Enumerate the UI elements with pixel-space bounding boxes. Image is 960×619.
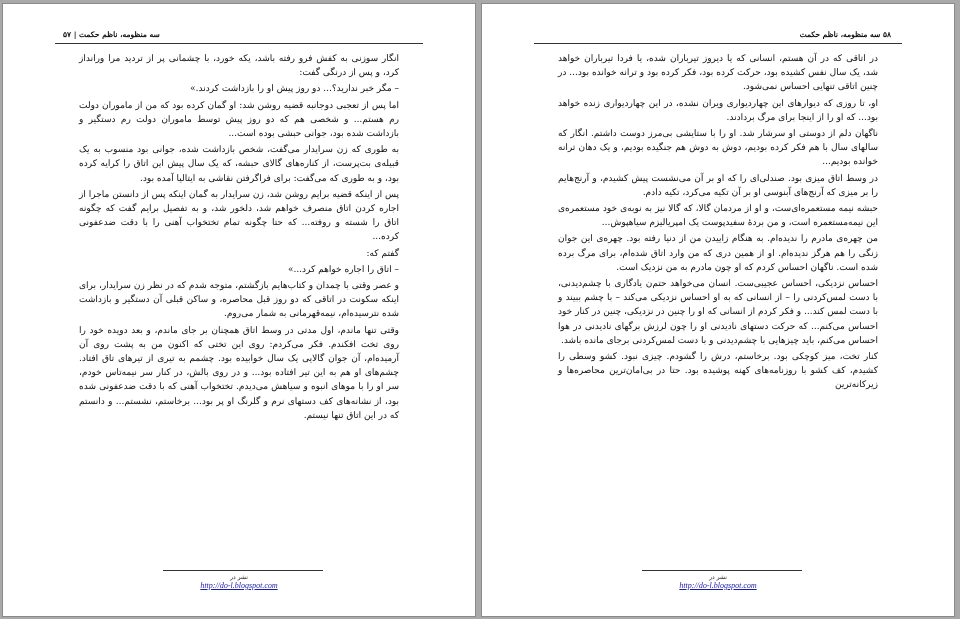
page-header xyxy=(63,30,160,39)
page-right xyxy=(481,3,955,617)
page-number: ۵۷ xyxy=(63,30,72,39)
page-number: ۵۸ xyxy=(882,30,891,39)
page-body xyxy=(79,52,399,425)
header-title: سه منظومه، ناظم حکمت xyxy=(79,30,160,39)
header-title: سه منظومه، ناظم حکمت xyxy=(799,30,881,39)
paragraph: کنار تخت، میز کوچکی بود. برخاستم، درش را گشودم. چیزی نبود. کشو وسطی را کشیدم، کف کشو با روزنامه‌های کهنه پوشیده بود. حتا در بی‌امان‌ترین محاصره‌ها و زیرکانه‌ترین xyxy=(558,352,878,391)
paragraph: احساس نزدیکی، احساس عجیبی‌ست. انسان می‌خواهد حتم‌ن یادگاری با چشم‌دیدنی، با دست لمس‌کردنی را – از انسانی که به او احساس نزدیکی می‌کند – با چشم ببیند و با دست لمس کند... و فکر کردم از انسانی که او را چنین در نزدیکی، چنین در کنار خود احساس می‌کنم... که حرکت دستهای نادیدنی او را چون لرزش برگهای نادیدنی در هوا احساس می‌کنم، باید چیزهایی با چشم‌دیدنی و با دست لمس‌کردنی برجای مانده باشد. xyxy=(558,279,878,346)
footer-link[interactable]: http://do-l.blogspot.com xyxy=(679,581,757,590)
paragraph: – مگر خبر ندارید؟... دو روز پیش او را بازداشت کردند.» xyxy=(190,84,399,95)
page-left xyxy=(2,3,476,617)
paragraph: حبشه نیمه مستعمره‌ای‌ست، و او از مردمان گالا، که گالا نیز به نوبه‌ی خود مستعمره‌ی این نیمه‌مستعمره است، و من بردهٔ سفیدپوست یک امپریالیزم سیاهپوش... xyxy=(558,204,878,229)
paragraph: به طوری که زن سرایدار می‌گفت، شخص بازداشت شده، جوانی بود منسوب به یک قبیله‌ی بت‌پرست، از کناره‌های گالای حبشه، که یک سال پیش این اتاق را کرایه کرده بود، و به طوری که می‌گفت: برای فراگرفتن نقاشی به ایتالیا آمده بود. xyxy=(79,145,399,184)
header-rule xyxy=(534,43,902,44)
paragraph: در وسط اتاق میزی بود. صندلی‌ای را که او بر آن می‌نشست پیش کشیدم، و آرنج‌هایم را بر میزی که آرنج‌های آبنوسی او بر آن تکیه می‌کرد، تکیه دادم. xyxy=(558,173,878,198)
footer-label: نشر در xyxy=(230,574,248,581)
paragraph: اما پس از تعجبی دوجانبه قضیه روشن شد: او گمان کرده بود که من از ماموران دولت رم هستم... و شخصی هم که دو روز پیش توسط ماموران دولت رم دستگیر و بازداشت شده بود، جوانی حبشی بوده است... xyxy=(79,100,399,140)
footer-rule xyxy=(642,570,802,571)
page-body xyxy=(558,52,878,395)
paragraph: ناگهان دلم از دوستی او سرشار شد. او را با ستایشی بی‌مرز دوست داشتم. انگار که سالهای سال با هم فکر کرده بودیم، دوش به دوش هم جنگیده بودیم، و یک دهان ترانه خوانده بودیم... xyxy=(558,129,878,168)
header-rule xyxy=(55,43,423,44)
page-header xyxy=(800,30,891,39)
paragraph: – اتاق را اجاره خواهم کرد...» xyxy=(287,264,399,275)
paragraph: پس از اینکه قضیه برایم روشن شد، زن سرایدار به گمان اینکه پس از دانستن ماجرا از اجاره کردن اتاق منصرف خواهم شد، دلخور شد، و به تفصیل برایم گفت که چگونه اتاق را شسته و روفته... که حتا چگونه تمام تختخواب آهنی را با دقت ضدعفونی کرده... xyxy=(79,189,399,243)
paragraph: گفتم که: xyxy=(366,248,399,259)
paragraph: او، تا روزی که دیوارهای این چهاردیواری ویران نشده، در این چهاردیواری زنده خواهد بود... که او را از اینجا برای مرگ بردادند. xyxy=(558,98,878,123)
footer-link[interactable]: http://do-l.blogspot.com xyxy=(200,581,278,590)
footer-rule xyxy=(163,570,323,571)
paragraph: من چهره‌ی مادرم را ندیده‌ام. به هنگام زاییدن من از دنیا رفته بود. چهره‌ی این جوان زنگی را هم هرگز ندیده‌ام. او از همین دری که من وارد اتاق شده‌ام، برای مرگ برده شده است. ناگهان احساس کردم که او چون مادرم به من نزدیک است. xyxy=(558,234,878,273)
paragraph: و عصر وقتی با چمدان و کتاب‌هایم بازگشتم، متوجه شدم که در نظر زن سرایدار، برای اینکه سکونت در اتاقی که دو روز قبل محاصره، و ساکن قبلی آن دستگیر و بازداشت شده نترسیده‌ام، نیمه‌قهرمانی به شمار می‌روم. xyxy=(79,281,399,320)
paragraph: وقتی تنها ماندم، اول مدتی در وسط اتاق همچنان بر جای ماندم، و بعد دویده خود را روی تخت افکندم. فکر می‌کردم: روی این تختی که اکنون من به پشت روی آن آرمیده‌ام، آن جوان گالایی یک سال خوابیده بود. چشمم به تیری از تیرهای تاق افتاد. چشم‌های او هم به این تیر افتاده بود... و در روی بالش، در کنار سر نیمه‌تاس خودم، سر او را با موهای انبوه و سیاهش می‌دیدم. تختخواب آهنی که با دقت ضدعفونی شده بود، از نشانه‌های کف دستهای نرم و گلرنگ او پر بود... برخاستم، نشستم... و دانستم که در این اتاق تنها نیستم. xyxy=(79,325,399,421)
paragraph: انگار سوزنی به کفش فرو رفته باشد، یکه خورد، با چشمانی پر از تردید مرا ورانداز کرد، و پس از درنگی گفت: xyxy=(79,54,399,79)
header-separator: | xyxy=(73,30,77,39)
paragraph: در اتاقی که در آن هستم، انسانی که یا دیروز تیرباران شده، یا فردا تیرباران خواهد شد، یک سال نفس کشیده بود، حرکت کرده بود، فکر کرده بود و ترانه خوانده بود... در چنین اتاقی تنهایی احساس نمی‌شود. xyxy=(558,54,878,93)
footer-label: نشر در xyxy=(709,574,727,581)
